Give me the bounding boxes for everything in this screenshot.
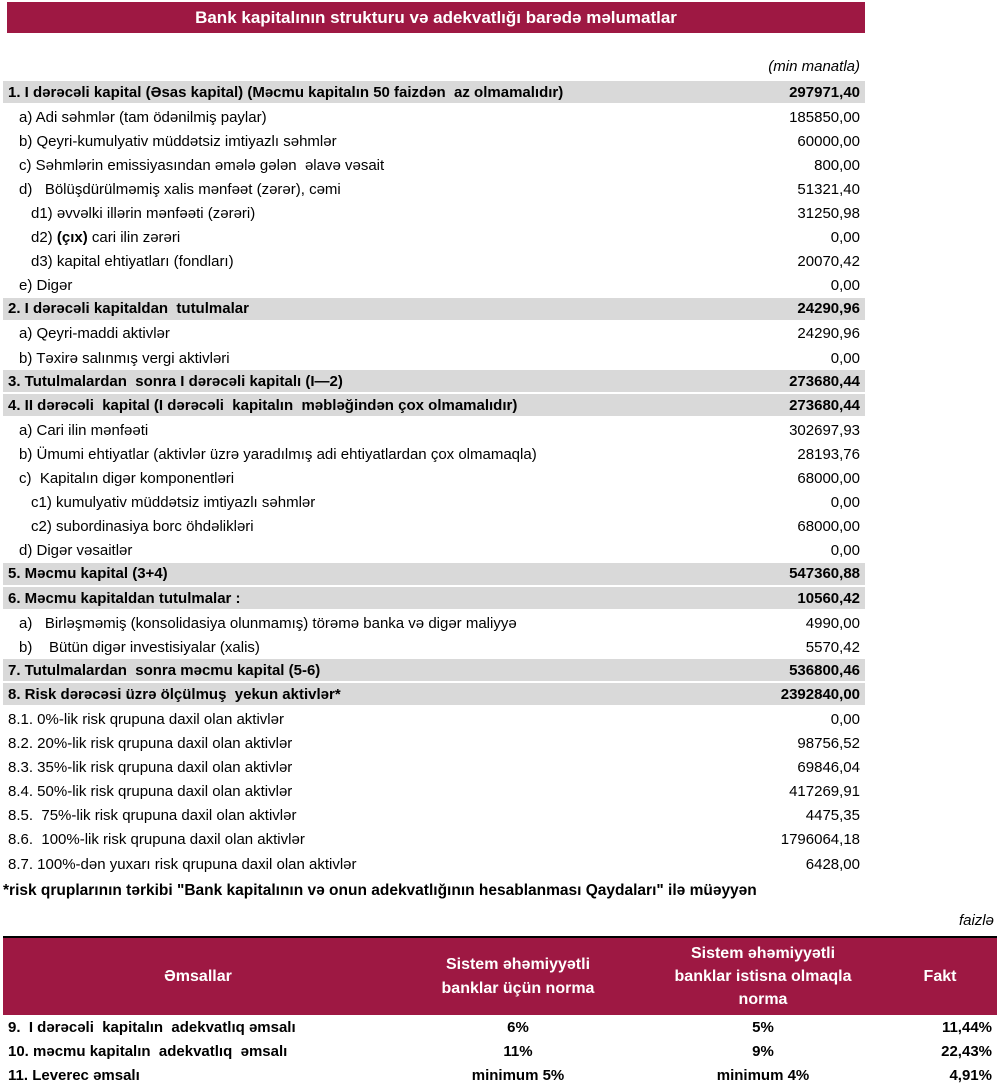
column-header	[393, 938, 643, 1015]
row-label: d) Bölüşdürülməmiş xalis mənfəət (zərər), cəmi	[19, 180, 341, 198]
row-label: d) Digər vəsaitlər	[19, 542, 133, 560]
row-label: 8.5. 75%-lik risk qrupuna daxil olan aktivlər	[8, 807, 297, 825]
row-label: 2. I dərəcəli kapitaldan tutulmalar	[8, 300, 249, 318]
table-row	[3, 780, 865, 804]
page-title: Bank kapitalının strukturu və adekvatlığı barədə məlumatlar	[195, 7, 677, 27]
table-row	[3, 539, 865, 563]
row-value: 302697,93	[789, 421, 860, 439]
table-row	[3, 611, 865, 635]
risk-groups-footnote: *risk qruplarının tərkibi "Bank kapitalının və onun adekvatlığının hesablanması Qaydaları" ilə müəyyən	[3, 882, 757, 899]
table-row	[3, 1039, 997, 1063]
row-label: b) Qeyri-kumulyativ müddətsiz imtiyazlı səhmlər	[19, 132, 337, 150]
capital-structure-table	[3, 81, 865, 876]
row-label: 6. Məcmu kapitaldan tutulmalar :	[8, 589, 241, 607]
table-row	[3, 587, 865, 611]
row-value: 24290,96	[797, 300, 860, 318]
row-value: 4475,35	[805, 807, 860, 825]
table-row	[3, 394, 865, 418]
adequacy-table-body	[3, 1015, 997, 1088]
row-label: 8.2. 20%-lik risk qrupuna daxil olan aktivlər	[8, 735, 293, 753]
row-label: 8.1. 0%-lik risk qrupuna daxil olan aktivlər	[8, 710, 284, 728]
table-row	[3, 346, 865, 370]
row-label: 5. Məcmu kapital (3+4)	[8, 565, 168, 583]
table-row	[3, 274, 865, 298]
table-row	[3, 635, 865, 659]
column-header	[3, 938, 393, 1015]
table-row	[3, 81, 865, 105]
table-row	[3, 491, 865, 515]
norm-non-systemic-value: minimum 4%	[716, 1067, 810, 1085]
adequacy-ratios-table	[3, 936, 997, 1088]
row-label-segment: (çıx)	[56, 229, 88, 247]
row-value: 69846,04	[797, 759, 860, 777]
unit-note-bottom: faizlə	[958, 912, 994, 929]
table-row	[3, 515, 865, 539]
row-value: 417269,91	[789, 783, 860, 801]
adequacy-table-header	[3, 938, 997, 1015]
table-row	[3, 707, 865, 731]
table-row	[3, 563, 865, 587]
table-row	[3, 298, 865, 322]
row-label: b) Təxirə salınmış vergi aktivləri	[19, 349, 230, 367]
column-header-line: banklar üçün norma	[441, 979, 595, 997]
table-row	[3, 732, 865, 756]
row-value: 2392840,00	[780, 685, 860, 703]
row-label	[3, 229, 831, 246]
row-value: 0,00	[830, 494, 860, 512]
row-value: 5570,42	[805, 638, 860, 656]
row-value: 98756,52	[797, 735, 860, 753]
row-label: 10. məcmu kapitalın adekvatlıq əmsalı	[8, 1042, 288, 1060]
column-header-line: Sistem əhəmiyyətli	[445, 956, 591, 974]
row-label: 8. Risk dərəcəsi üzrə ölçülmuş yekun aktivlər*	[8, 685, 341, 703]
row-label: c1) kumulyativ müddətsiz imtiyazlı səhmlər	[31, 494, 316, 512]
table-row	[3, 852, 865, 876]
row-value: 0,00	[830, 229, 860, 247]
column-header	[883, 938, 997, 1015]
table-row	[3, 370, 865, 394]
table-row	[3, 322, 865, 346]
row-label: 8.7. 100%-dən yuxarı risk qrupuna daxil olan aktivlər	[8, 855, 357, 873]
table-row	[3, 442, 865, 466]
row-value: 536800,46	[789, 661, 860, 679]
row-value: 185850,00	[789, 108, 860, 126]
table-row	[3, 153, 865, 177]
row-value: 800,00	[814, 156, 860, 174]
table-row	[3, 828, 865, 852]
row-label: a) Adi səhmlər (tam ödənilmiş paylar)	[19, 108, 267, 126]
row-label: c) Səhmlərin emissiyasından əmələ gələn əlavə vəsait	[19, 156, 385, 174]
row-value: 68000,00	[797, 470, 860, 488]
column-header	[643, 938, 883, 1015]
row-label: 8.4. 50%-lik risk qrupuna daxil olan aktivlər	[8, 783, 293, 801]
row-label: b) Ümumi ehtiyatlar (aktivlər üzrə yaradılmış adi ehtiyatlardan çox olmamaqla)	[19, 445, 537, 463]
row-value: 6428,00	[805, 855, 860, 873]
row-label-segment: d2)	[31, 229, 57, 247]
table-row	[3, 659, 865, 683]
row-label: c2) subordinasiya borc öhdəlikləri	[31, 518, 254, 536]
row-value: 547360,88	[789, 565, 860, 583]
column-header-line: Sistem əhəmiyyətli	[690, 944, 836, 962]
row-label: a) Cari ilin mənfəəti	[19, 421, 149, 439]
row-value: 273680,44	[789, 396, 860, 414]
table-row	[3, 804, 865, 828]
table-row	[3, 1015, 997, 1039]
row-value: 60000,00	[797, 132, 860, 150]
table-row	[3, 250, 865, 274]
unit-note-top: (min manatla)	[768, 58, 860, 75]
row-label: 3. Tutulmalardan sonra I dərəcəli kapitalı (I—2)	[8, 372, 343, 390]
row-label: 1. I dərəcəli kapital (Əsas kapital) (Məcmu kapitalın 50 faizdən az olmamalıdır)	[8, 83, 564, 101]
row-label: 11. Leverec əmsalı	[8, 1067, 140, 1085]
row-value: 31250,98	[797, 205, 860, 223]
row-value: 68000,00	[797, 518, 860, 536]
row-label: 8.6. 100%-lik risk qrupuna daxil olan aktivlər	[8, 831, 305, 849]
report-title-bar	[7, 2, 865, 33]
row-label: 9. I dərəcəli kapitalın adekvatlıq əmsalı	[8, 1018, 296, 1036]
norm-non-systemic-value: 5%	[752, 1018, 774, 1036]
row-value: 0,00	[830, 277, 860, 295]
row-label: a) Qeyri-maddi aktivlər	[19, 325, 170, 343]
row-label: e) Digər	[19, 277, 73, 295]
row-label: 4. II dərəcəli kapital (I dərəcəli kapitalın məbləğindən çox olmamalıdır)	[8, 396, 518, 414]
row-label-segment: cari ilin zərəri	[87, 229, 181, 247]
row-value: 24290,96	[797, 325, 860, 343]
table-row	[3, 201, 865, 225]
table-row	[3, 129, 865, 153]
norm-systemic-value: 11%	[503, 1042, 533, 1060]
row-label: b) Bütün digər investisiyalar (xalis)	[19, 638, 260, 656]
row-value: 0,00	[830, 710, 860, 728]
norm-systemic-value: 6%	[507, 1018, 529, 1036]
row-value: 0,00	[830, 349, 860, 367]
column-header-line: banklar istisna olmaqla	[674, 967, 852, 985]
row-value: 28193,76	[797, 445, 860, 463]
table-row	[3, 1064, 997, 1088]
column-header-line: Fakt	[923, 967, 957, 985]
row-value: 297971,40	[789, 83, 860, 101]
table-row	[3, 683, 865, 707]
row-value: 0,00	[830, 542, 860, 560]
row-label: 7. Tutulmalardan sonra məcmu kapital (5-6)	[8, 661, 321, 679]
norm-non-systemic-value: 9%	[752, 1042, 774, 1060]
row-label: d3) kapital ehtiyatları (fondları)	[31, 253, 234, 271]
table-row	[3, 226, 865, 250]
row-value: 20070,42	[797, 253, 860, 271]
row-label: d1) əvvəlki illərin mənfəəti (zərəri)	[31, 205, 256, 223]
table-row	[3, 177, 865, 201]
row-label: a) Birləşməmiş (konsolidasiya olunmamış) törəmə banka və digər maliyyə	[19, 614, 517, 632]
table-row	[3, 756, 865, 780]
column-header-line: norma	[738, 991, 788, 1009]
table-row	[3, 418, 865, 442]
row-value: 1796064,18	[780, 831, 860, 849]
norm-systemic-value: minimum 5%	[471, 1067, 565, 1085]
row-value: 4990,00	[805, 614, 860, 632]
column-header-line: Əmsallar	[164, 967, 232, 985]
fact-value: 4,91%	[949, 1067, 992, 1085]
row-value: 51321,40	[797, 180, 860, 198]
fact-value: 11,44%	[941, 1018, 992, 1036]
row-value: 273680,44	[789, 372, 860, 390]
table-row	[3, 467, 865, 491]
row-label: c) Kapitalın digər komponentləri	[19, 470, 235, 488]
row-label: 8.3. 35%-lik risk qrupuna daxil olan aktivlər	[8, 759, 293, 777]
fact-value: 22,43%	[941, 1042, 992, 1060]
row-value: 10560,42	[797, 589, 860, 607]
table-row	[3, 105, 865, 129]
